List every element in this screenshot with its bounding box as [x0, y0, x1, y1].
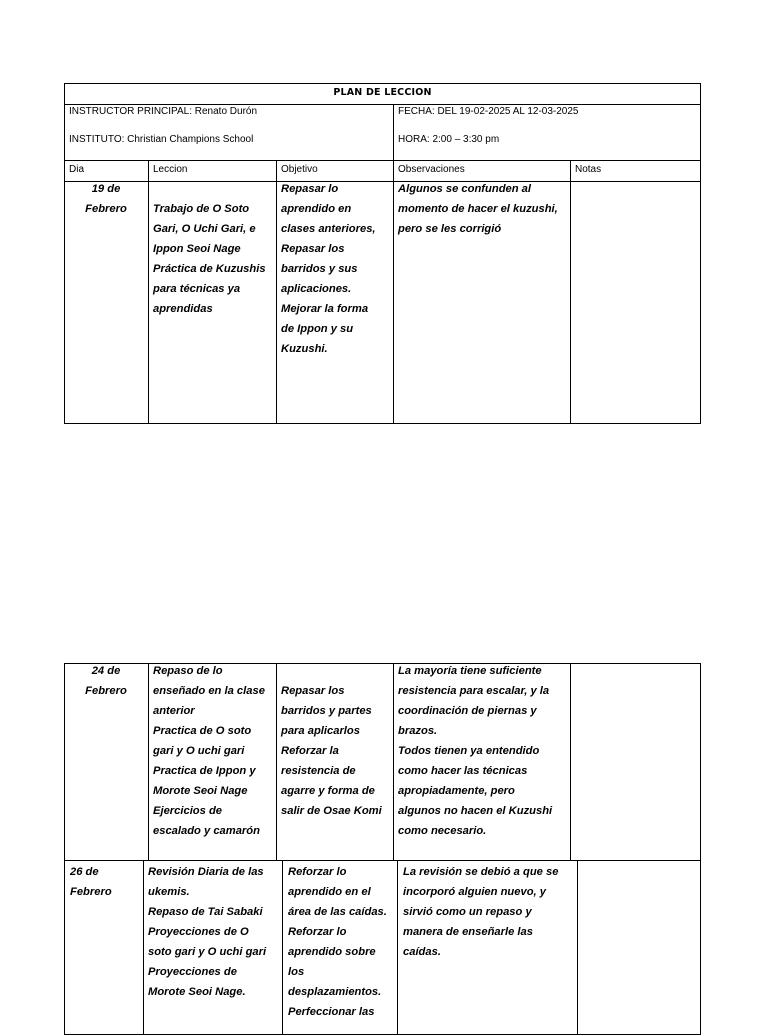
column-header-observaciones: Observaciones [398, 164, 465, 175]
column-header-leccion: Leccion [153, 164, 188, 175]
divider [393, 104, 394, 424]
divider [570, 160, 571, 424]
row-objective: Repasar lo aprendido en clases anteriores, Repasar los barridos y sus aplicaciones. Mejorar la forma de Ippon y su Kuzushi. [281, 183, 376, 355]
divider [577, 860, 578, 1035]
row-day: 19 de Febrero [85, 183, 127, 215]
divider [276, 160, 277, 424]
divider [570, 663, 571, 860]
row-observations: Algunos se confunden al momento de hacer el kuzushi, pero se les corrigió [398, 183, 558, 235]
divider [393, 663, 394, 860]
row-objective: Reforzar lo aprendido en el área de las caídas. Reforzar lo aprendido sobre los desplazamientos. Perfeccionar las [288, 866, 387, 1018]
instructor-label: INSTRUCTOR PRINCIPAL: Renato Durón [69, 106, 258, 117]
row-observations: La revisión se debió a que se incorporó alguien nuevo, y sirvió como un repaso y manera de enseñarle las caídas. [403, 866, 559, 958]
divider [282, 860, 283, 1035]
row-objective: Repasar los barridos y partes para aplicarlos Reforzar la resistencia de agarre y forma de salir de Osae Komi [281, 685, 382, 817]
row-lesson: Revisión Diaria de las ukemis. Repaso de Tai Sabaki Proyecciones de O soto gari y O uchi gari Proyecciones de Morote Seoi Nage. [148, 866, 267, 998]
institute-label: INSTITUTO: Christian Champions School [69, 134, 254, 145]
row-day: 26 de Febrero [70, 866, 112, 898]
divider [397, 860, 398, 1035]
plan-title: PLAN DE LECCION [333, 87, 432, 98]
date-range-label: FECHA: DEL 19-02-2025 AL 12-03-2025 [398, 106, 579, 117]
row-lesson: Repaso de lo enseñado en la clase anterior Practica de O soto gari y O uchi gari Practica de Ippon y Morote Seoi Nage Ejercicios de escalado y camarón [153, 665, 265, 837]
column-header-dia: Dia [69, 164, 85, 175]
column-header-notas: Notas [575, 164, 602, 175]
schedule-time-label: HORA: 2:00 – 3:30 pm [398, 134, 500, 145]
divider [64, 160, 701, 161]
row-day: 24 de Febrero [85, 665, 127, 697]
divider [143, 860, 144, 1035]
row-lesson: Trabajo de O Soto Gari, O Uchi Gari, e Ippon Seoi Nage Práctica de Kuzushis para técnicas ya aprendidas [153, 203, 266, 315]
divider [276, 663, 277, 860]
column-header-objetivo: Objetivo [281, 164, 318, 175]
row-observations: La mayoría tiene suficiente resistencia para escalar, y la coordinación de piernas y brazos. Todos tienen ya entendido como hacer las técnicas apropiadamente, pero algunos no hacen el Kuzushi como necesario. [398, 665, 553, 837]
divider [64, 181, 701, 182]
divider [148, 663, 149, 860]
divider [148, 160, 149, 424]
divider [64, 860, 701, 861]
